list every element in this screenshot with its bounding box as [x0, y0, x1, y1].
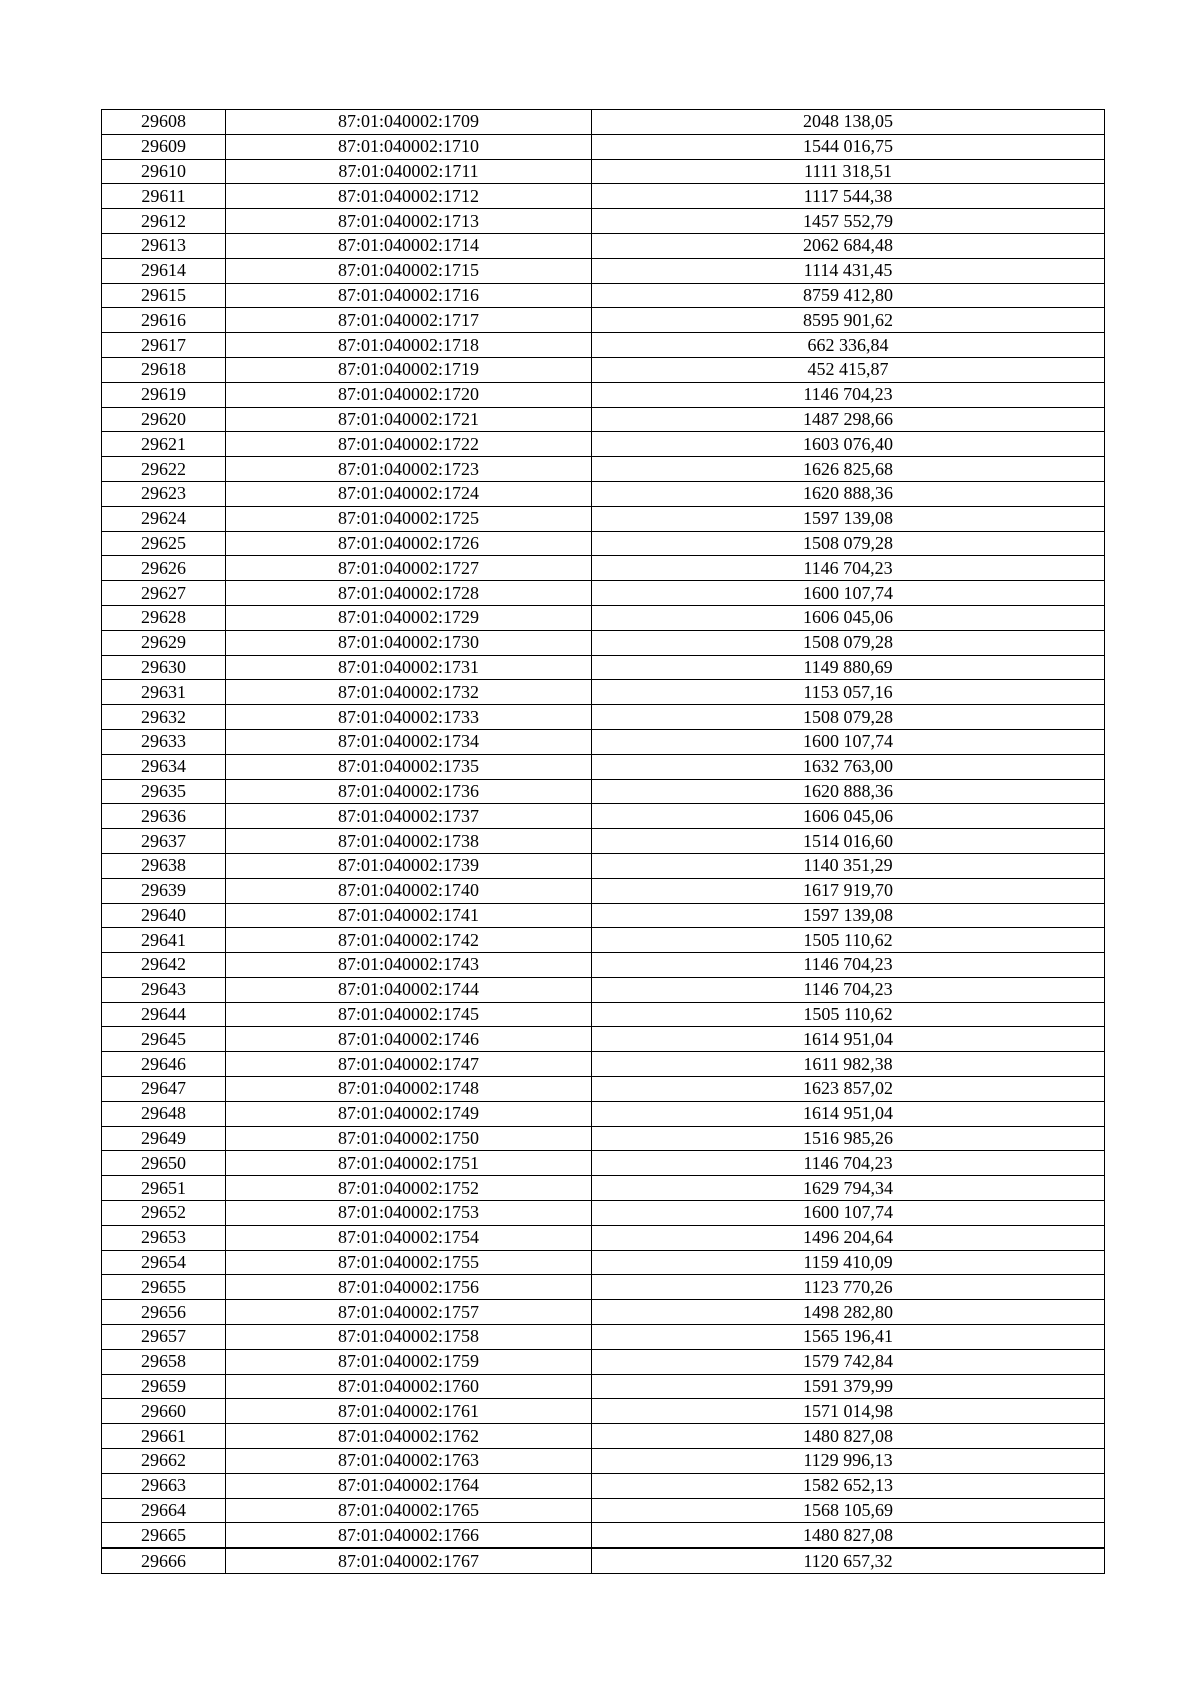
row-number-cell: 29635 — [102, 779, 226, 804]
row-number-cell: 29629 — [102, 630, 226, 655]
cadastral-number-cell: 87:01:040002:1710 — [226, 134, 592, 159]
cadastral-value-cell: 1571 014,98 — [592, 1399, 1105, 1424]
cadastral-value-cell: 8759 412,80 — [592, 283, 1105, 308]
cadastral-value-cell: 1591 379,99 — [592, 1374, 1105, 1399]
row-number-cell: 29610 — [102, 159, 226, 184]
row-number-cell: 29665 — [102, 1523, 226, 1548]
cadastral-number-cell: 87:01:040002:1762 — [226, 1424, 592, 1449]
cadastral-number-cell: 87:01:040002:1723 — [226, 457, 592, 482]
cadastral-number-cell: 87:01:040002:1709 — [226, 110, 592, 135]
cadastral-number-cell: 87:01:040002:1754 — [226, 1225, 592, 1250]
cadastral-number-cell: 87:01:040002:1749 — [226, 1101, 592, 1126]
row-number-cell: 29657 — [102, 1325, 226, 1350]
row-number-cell: 29632 — [102, 705, 226, 730]
table-row — [102, 357, 1105, 382]
cadastral-value-cell: 1508 079,28 — [592, 630, 1105, 655]
table-row — [102, 1201, 1105, 1226]
table-row — [102, 556, 1105, 581]
row-number-cell: 29654 — [102, 1250, 226, 1275]
row-number-cell: 29651 — [102, 1176, 226, 1201]
cadastral-value-cell: 1111 318,51 — [592, 159, 1105, 184]
row-number-cell: 29638 — [102, 853, 226, 878]
row-number-cell: 29618 — [102, 357, 226, 382]
row-number-cell: 29624 — [102, 506, 226, 531]
cadastral-value-cell: 2062 684,48 — [592, 233, 1105, 258]
cadastral-value-cell: 1600 107,74 — [592, 581, 1105, 606]
cadastral-number-cell: 87:01:040002:1720 — [226, 382, 592, 407]
row-number-cell: 29648 — [102, 1101, 226, 1126]
cadastral-value-cell: 1498 282,80 — [592, 1300, 1105, 1325]
cadastral-number-cell: 87:01:040002:1718 — [226, 333, 592, 358]
table-row — [102, 481, 1105, 506]
row-number-cell: 29612 — [102, 209, 226, 234]
table-row — [102, 1399, 1105, 1424]
row-number-cell: 29659 — [102, 1374, 226, 1399]
row-number-cell: 29623 — [102, 481, 226, 506]
row-number-cell: 29641 — [102, 928, 226, 953]
table-row — [102, 829, 1105, 854]
cadastral-value-cell: 662 336,84 — [592, 333, 1105, 358]
cadastral-value-cell: 1623 857,02 — [592, 1077, 1105, 1102]
cadastral-number-cell: 87:01:040002:1726 — [226, 531, 592, 556]
table-row — [102, 1176, 1105, 1201]
cadastral-value-cell: 1146 704,23 — [592, 382, 1105, 407]
cadastral-number-cell: 87:01:040002:1738 — [226, 829, 592, 854]
row-number-cell: 29619 — [102, 382, 226, 407]
cadastral-value-cell: 1129 996,13 — [592, 1449, 1105, 1474]
table-row — [102, 134, 1105, 159]
row-number-cell: 29614 — [102, 258, 226, 283]
row-number-cell: 29643 — [102, 977, 226, 1002]
table-row — [102, 1449, 1105, 1474]
row-number-cell: 29650 — [102, 1151, 226, 1176]
cadastral-value-cell: 1480 827,08 — [592, 1523, 1105, 1548]
table-row — [102, 1052, 1105, 1077]
cadastral-number-cell: 87:01:040002:1764 — [226, 1473, 592, 1498]
table-row — [102, 1077, 1105, 1102]
cadastral-number-cell: 87:01:040002:1712 — [226, 184, 592, 209]
table-row — [102, 1498, 1105, 1523]
cadastral-value-cell: 1614 951,04 — [592, 1027, 1105, 1052]
table-row — [102, 853, 1105, 878]
cadastral-number-cell: 87:01:040002:1746 — [226, 1027, 592, 1052]
table-row — [102, 308, 1105, 333]
row-number-cell: 29649 — [102, 1126, 226, 1151]
cadastral-value-cell: 1514 016,60 — [592, 829, 1105, 854]
row-number-cell: 29617 — [102, 333, 226, 358]
table-row — [102, 407, 1105, 432]
cadastral-number-cell: 87:01:040002:1743 — [226, 953, 592, 978]
cadastral-number-cell: 87:01:040002:1734 — [226, 729, 592, 754]
row-number-cell: 29655 — [102, 1275, 226, 1300]
table-row — [102, 1325, 1105, 1350]
table-row — [102, 432, 1105, 457]
cadastral-value-cell: 1606 045,06 — [592, 605, 1105, 630]
cadastral-number-cell: 87:01:040002:1751 — [226, 1151, 592, 1176]
cadastral-value-cell: 1457 552,79 — [592, 209, 1105, 234]
table-row — [102, 878, 1105, 903]
cadastral-value-cell: 1114 431,45 — [592, 258, 1105, 283]
cadastral-number-cell: 87:01:040002:1730 — [226, 630, 592, 655]
cadastral-value-cell: 1496 204,64 — [592, 1225, 1105, 1250]
cadastral-value-cell: 1149 880,69 — [592, 655, 1105, 680]
cadastral-number-cell: 87:01:040002:1722 — [226, 432, 592, 457]
cadastral-number-cell: 87:01:040002:1750 — [226, 1126, 592, 1151]
cadastral-number-cell: 87:01:040002:1748 — [226, 1077, 592, 1102]
table-row — [102, 209, 1105, 234]
table-row — [102, 1250, 1105, 1275]
table-row — [102, 1374, 1105, 1399]
table-row — [102, 1473, 1105, 1498]
cadastral-number-cell: 87:01:040002:1758 — [226, 1325, 592, 1350]
row-number-cell: 29609 — [102, 134, 226, 159]
row-number-cell: 29613 — [102, 233, 226, 258]
cadastral-number-cell: 87:01:040002:1744 — [226, 977, 592, 1002]
table-row — [102, 506, 1105, 531]
cadastral-value-cell: 1505 110,62 — [592, 928, 1105, 953]
cadastral-value-cell: 1597 139,08 — [592, 903, 1105, 928]
table-row — [102, 333, 1105, 358]
cadastral-number-cell: 87:01:040002:1739 — [226, 853, 592, 878]
row-number-cell: 29640 — [102, 903, 226, 928]
cadastral-value-cell: 1632 763,00 — [592, 754, 1105, 779]
cadastral-number-cell: 87:01:040002:1766 — [226, 1523, 592, 1548]
cadastral-value-cell: 1568 105,69 — [592, 1498, 1105, 1523]
cadastral-number-cell: 87:01:040002:1733 — [226, 705, 592, 730]
cadastral-number-cell: 87:01:040002:1753 — [226, 1201, 592, 1226]
table-row — [102, 953, 1105, 978]
cadastral-number-cell: 87:01:040002:1740 — [226, 878, 592, 903]
table-row — [102, 258, 1105, 283]
table-row — [102, 1002, 1105, 1027]
row-number-cell: 29636 — [102, 804, 226, 829]
table-row — [102, 581, 1105, 606]
cadastral-value-cell: 1582 652,13 — [592, 1473, 1105, 1498]
table-body — [102, 110, 1105, 1574]
table-row — [102, 1126, 1105, 1151]
row-number-cell: 29630 — [102, 655, 226, 680]
cadastral-value-cell: 1140 351,29 — [592, 853, 1105, 878]
table-row — [102, 680, 1105, 705]
cadastral-number-cell: 87:01:040002:1761 — [226, 1399, 592, 1424]
cadastral-number-cell: 87:01:040002:1752 — [226, 1176, 592, 1201]
row-number-cell: 29622 — [102, 457, 226, 482]
cadastral-value-cell: 1600 107,74 — [592, 1201, 1105, 1226]
cadastral-value-cell: 1480 827,08 — [592, 1424, 1105, 1449]
cadastral-number-cell: 87:01:040002:1756 — [226, 1275, 592, 1300]
cadastral-value-cell: 1516 985,26 — [592, 1126, 1105, 1151]
cadastral-value-cell: 2048 138,05 — [592, 110, 1105, 135]
cadastral-value-cell: 1146 704,23 — [592, 977, 1105, 1002]
cadastral-value-cell: 1626 825,68 — [592, 457, 1105, 482]
table-row — [102, 630, 1105, 655]
cadastral-value-cell: 1600 107,74 — [592, 729, 1105, 754]
table-row — [102, 457, 1105, 482]
cadastral-value-cell: 1620 888,36 — [592, 779, 1105, 804]
row-number-cell: 29644 — [102, 1002, 226, 1027]
row-number-cell: 29639 — [102, 878, 226, 903]
cadastral-number-cell: 87:01:040002:1717 — [226, 308, 592, 333]
cadastral-value-cell: 1123 770,26 — [592, 1275, 1105, 1300]
table-row — [102, 531, 1105, 556]
table-row — [102, 605, 1105, 630]
cadastral-value-cell: 1579 742,84 — [592, 1349, 1105, 1374]
cadastral-value-cell: 1544 016,75 — [592, 134, 1105, 159]
cadastral-value-cell: 1120 657,32 — [592, 1548, 1105, 1573]
cadastral-value-cell: 1159 410,09 — [592, 1250, 1105, 1275]
row-number-cell: 29661 — [102, 1424, 226, 1449]
cadastral-number-cell: 87:01:040002:1767 — [226, 1548, 592, 1573]
cadastral-number-cell: 87:01:040002:1727 — [226, 556, 592, 581]
cadastral-number-cell: 87:01:040002:1729 — [226, 605, 592, 630]
cadastral-number-cell: 87:01:040002:1745 — [226, 1002, 592, 1027]
cadastral-number-cell: 87:01:040002:1760 — [226, 1374, 592, 1399]
cadastral-number-cell: 87:01:040002:1715 — [226, 258, 592, 283]
cadastral-number-cell: 87:01:040002:1736 — [226, 779, 592, 804]
cadastral-number-cell: 87:01:040002:1725 — [226, 506, 592, 531]
table-row — [102, 729, 1105, 754]
row-number-cell: 29631 — [102, 680, 226, 705]
table-row — [102, 1523, 1105, 1548]
cadastral-number-cell: 87:01:040002:1765 — [226, 1498, 592, 1523]
row-number-cell: 29625 — [102, 531, 226, 556]
cadastral-value-cell: 1153 057,16 — [592, 680, 1105, 705]
table-row — [102, 1027, 1105, 1052]
cadastral-number-cell: 87:01:040002:1731 — [226, 655, 592, 680]
cadastral-number-cell: 87:01:040002:1759 — [226, 1349, 592, 1374]
cadastral-value-cell: 1487 298,66 — [592, 407, 1105, 432]
cadastral-number-cell: 87:01:040002:1711 — [226, 159, 592, 184]
row-number-cell: 29608 — [102, 110, 226, 135]
table-row — [102, 1300, 1105, 1325]
row-number-cell: 29647 — [102, 1077, 226, 1102]
row-number-cell: 29616 — [102, 308, 226, 333]
table-row — [102, 1225, 1105, 1250]
cadastral-number-cell: 87:01:040002:1755 — [226, 1250, 592, 1275]
cadastral-number-cell: 87:01:040002:1757 — [226, 1300, 592, 1325]
row-number-cell: 29645 — [102, 1027, 226, 1052]
row-number-cell: 29637 — [102, 829, 226, 854]
table-row — [102, 903, 1105, 928]
table-row — [102, 977, 1105, 1002]
row-number-cell: 29628 — [102, 605, 226, 630]
table-row — [102, 382, 1105, 407]
cadastral-value-cell: 1606 045,06 — [592, 804, 1105, 829]
row-number-cell: 29660 — [102, 1399, 226, 1424]
table-row — [102, 184, 1105, 209]
row-number-cell: 29653 — [102, 1225, 226, 1250]
cadastral-value-cell: 1614 951,04 — [592, 1101, 1105, 1126]
cadastral-number-cell: 87:01:040002:1721 — [226, 407, 592, 432]
cadastral-value-cell: 1505 110,62 — [592, 1002, 1105, 1027]
cadastral-value-cell: 452 415,87 — [592, 357, 1105, 382]
row-number-cell: 29620 — [102, 407, 226, 432]
row-number-cell: 29666 — [102, 1548, 226, 1573]
cadastral-number-cell: 87:01:040002:1716 — [226, 283, 592, 308]
cadastral-value-cell: 1565 196,41 — [592, 1325, 1105, 1350]
cadastral-value-cell: 1629 794,34 — [592, 1176, 1105, 1201]
cadastral-number-cell: 87:01:040002:1724 — [226, 481, 592, 506]
cadastral-value-cell: 1146 704,23 — [592, 1151, 1105, 1176]
table-row — [102, 779, 1105, 804]
row-number-cell: 29621 — [102, 432, 226, 457]
cadastral-number-cell: 87:01:040002:1737 — [226, 804, 592, 829]
row-number-cell: 29626 — [102, 556, 226, 581]
cadastral-value-cell: 1508 079,28 — [592, 531, 1105, 556]
table-row — [102, 754, 1105, 779]
cadastral-number-cell: 87:01:040002:1732 — [226, 680, 592, 705]
cadastral-number-cell: 87:01:040002:1719 — [226, 357, 592, 382]
table-row — [102, 159, 1105, 184]
cadastral-number-cell: 87:01:040002:1742 — [226, 928, 592, 953]
cadastral-value-cell: 1611 982,38 — [592, 1052, 1105, 1077]
cadastral-value-cell: 1508 079,28 — [592, 705, 1105, 730]
cadastral-value-cell: 1620 888,36 — [592, 481, 1105, 506]
row-number-cell: 29611 — [102, 184, 226, 209]
row-number-cell: 29634 — [102, 754, 226, 779]
cadastral-value-table — [101, 109, 1105, 1574]
row-number-cell: 29615 — [102, 283, 226, 308]
cadastral-value-cell: 1146 704,23 — [592, 953, 1105, 978]
cadastral-value-cell: 1617 919,70 — [592, 878, 1105, 903]
row-number-cell: 29633 — [102, 729, 226, 754]
row-number-cell: 29658 — [102, 1349, 226, 1374]
cadastral-number-cell: 87:01:040002:1714 — [226, 233, 592, 258]
row-number-cell: 29646 — [102, 1052, 226, 1077]
table-row — [102, 1548, 1105, 1573]
row-number-cell: 29663 — [102, 1473, 226, 1498]
cadastral-value-cell: 8595 901,62 — [592, 308, 1105, 333]
table-row — [102, 1275, 1105, 1300]
table-row — [102, 655, 1105, 680]
table-row — [102, 705, 1105, 730]
row-number-cell: 29664 — [102, 1498, 226, 1523]
cadastral-number-cell: 87:01:040002:1763 — [226, 1449, 592, 1474]
cadastral-value-cell: 1597 139,08 — [592, 506, 1105, 531]
table-row — [102, 283, 1105, 308]
table-row — [102, 110, 1105, 135]
row-number-cell: 29662 — [102, 1449, 226, 1474]
cadastral-number-cell: 87:01:040002:1747 — [226, 1052, 592, 1077]
cadastral-number-cell: 87:01:040002:1741 — [226, 903, 592, 928]
row-number-cell: 29627 — [102, 581, 226, 606]
table-row — [102, 804, 1105, 829]
cadastral-number-cell: 87:01:040002:1728 — [226, 581, 592, 606]
table-row — [102, 233, 1105, 258]
cadastral-value-cell: 1146 704,23 — [592, 556, 1105, 581]
row-number-cell: 29656 — [102, 1300, 226, 1325]
table-row — [102, 928, 1105, 953]
cadastral-value-cell: 1603 076,40 — [592, 432, 1105, 457]
row-number-cell: 29642 — [102, 953, 226, 978]
table-row — [102, 1101, 1105, 1126]
table-row — [102, 1151, 1105, 1176]
row-number-cell: 29652 — [102, 1201, 226, 1226]
cadastral-number-cell: 87:01:040002:1735 — [226, 754, 592, 779]
table-row — [102, 1349, 1105, 1374]
cadastral-number-cell: 87:01:040002:1713 — [226, 209, 592, 234]
cadastral-value-cell: 1117 544,38 — [592, 184, 1105, 209]
table-row — [102, 1424, 1105, 1449]
